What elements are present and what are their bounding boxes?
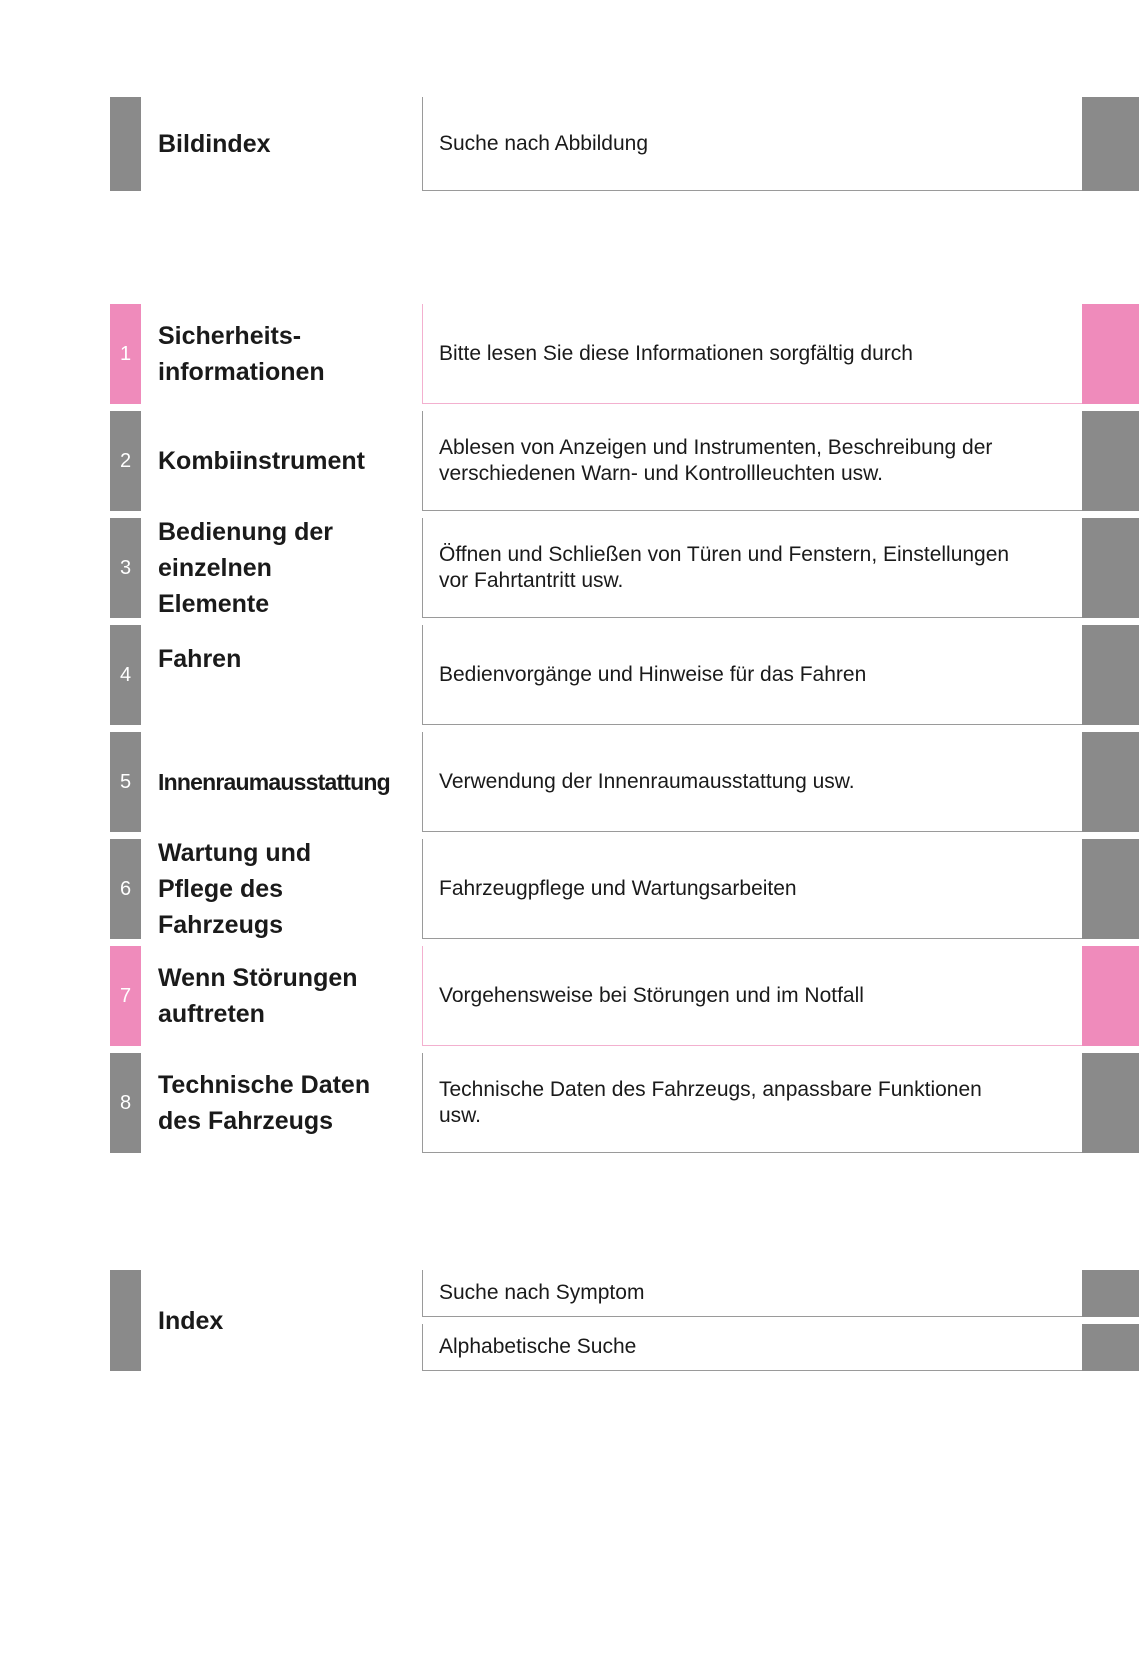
chapter-row-7[interactable] — [0, 946, 1142, 1046]
index-entry-alphabetical[interactable] — [422, 1324, 1139, 1371]
edge-tab — [1082, 1270, 1139, 1317]
picture-index-description: Suche nach Abbildung — [439, 131, 649, 155]
chapter-title: Kombiinstrument — [158, 447, 365, 475]
index-entry-box — [422, 1270, 1082, 1317]
chapter-row-6[interactable] — [0, 839, 1142, 939]
edge-tab — [1082, 518, 1139, 618]
chapter-number-tab: 5 — [110, 732, 141, 832]
chapter-description-box — [422, 304, 1082, 404]
chapter-description-box — [422, 1053, 1082, 1153]
index-title: Index — [158, 1306, 224, 1335]
chapter-description-box — [422, 839, 1082, 939]
chapter-description: Öffnen und Schließen von Türen und Fenstern, Einstellungen vor Fahrtantritt usw. — [439, 542, 1010, 592]
edge-tab — [1082, 732, 1139, 832]
chapter-number-tab: 4 — [110, 625, 141, 725]
chapter-row-3[interactable] — [0, 518, 1142, 618]
chapter-description: Ablesen von Anzeigen und Instrumenten, Beschreibung der verschiedenen Warn- und Kontrollleuchten usw. — [439, 435, 993, 485]
chapter-description-box — [422, 625, 1082, 725]
chapter-title: Bedienung der einzelnen Elemente — [158, 518, 334, 618]
picture-index-row[interactable] — [0, 97, 1142, 191]
chapter-number-tab: 2 — [110, 411, 141, 511]
edge-tab — [1082, 411, 1139, 511]
chapter-description-box — [422, 946, 1082, 1046]
chapter-row-4[interactable] — [0, 625, 1142, 725]
chapter-number-tab: 6 — [110, 839, 141, 939]
chapter-description-box — [422, 732, 1082, 832]
edge-tab — [1082, 304, 1139, 404]
chapter-description: Bitte lesen Sie diese Informationen sorgfältig durch — [439, 341, 913, 365]
chapter-row-1[interactable] — [0, 304, 1142, 404]
edge-tab — [1082, 625, 1139, 725]
chapter-row-8[interactable] — [0, 1053, 1142, 1153]
edge-tab — [1082, 1053, 1139, 1153]
index-row — [0, 1270, 1142, 1371]
chapter-title: Wartung und Pflege des Fahrzeugs — [158, 839, 312, 939]
index-entry-label: Alphabetische Suche — [439, 1335, 637, 1358]
chapter-title: Fahren — [158, 645, 242, 673]
section-tab — [110, 1270, 141, 1371]
chapter-description: Technische Daten des Fahrzeugs, anpassbare Funktionen usw. — [439, 1077, 982, 1127]
chapter-number-tab: 3 — [110, 518, 141, 618]
chapter-description: Bedienvorgänge und Hinweise für das Fahren — [439, 662, 867, 686]
chapter-number-tab: 1 — [110, 304, 141, 404]
edge-tab — [1082, 839, 1139, 939]
chapter-number-tab: 7 — [110, 946, 141, 1046]
chapter-title: Innenraumausstattung — [158, 769, 390, 795]
chapter-title: Wenn Störungen auftreten — [158, 964, 358, 1028]
chapter-description-box — [422, 411, 1082, 511]
edge-tab — [1082, 97, 1139, 191]
chapter-description: Vorgehensweise bei Störungen und im Notfall — [439, 983, 864, 1007]
picture-index-description-box — [422, 97, 1082, 191]
edge-tab — [1082, 1324, 1139, 1371]
chapter-row-2[interactable] — [0, 411, 1142, 511]
edge-tab — [1082, 946, 1139, 1046]
picture-index-title: Bildindex — [158, 130, 271, 158]
chapter-title: Sicherheits- informationen — [158, 322, 325, 386]
chapter-description: Verwendung der Innenraumausstattung usw. — [439, 769, 855, 793]
chapter-row-5[interactable] — [0, 732, 1142, 832]
chapter-description-box — [422, 518, 1082, 618]
section-tab — [110, 97, 141, 191]
index-entry-box — [422, 1324, 1082, 1371]
index-entry-symptom[interactable] — [422, 1270, 1139, 1317]
chapter-description: Fahrzeugpflege und Wartungsarbeiten — [439, 876, 797, 900]
chapter-number-tab: 8 — [110, 1053, 141, 1153]
index-entry-label: Suche nach Symptom — [439, 1281, 645, 1304]
chapter-title: Technische Daten des Fahrzeugs — [158, 1071, 371, 1135]
